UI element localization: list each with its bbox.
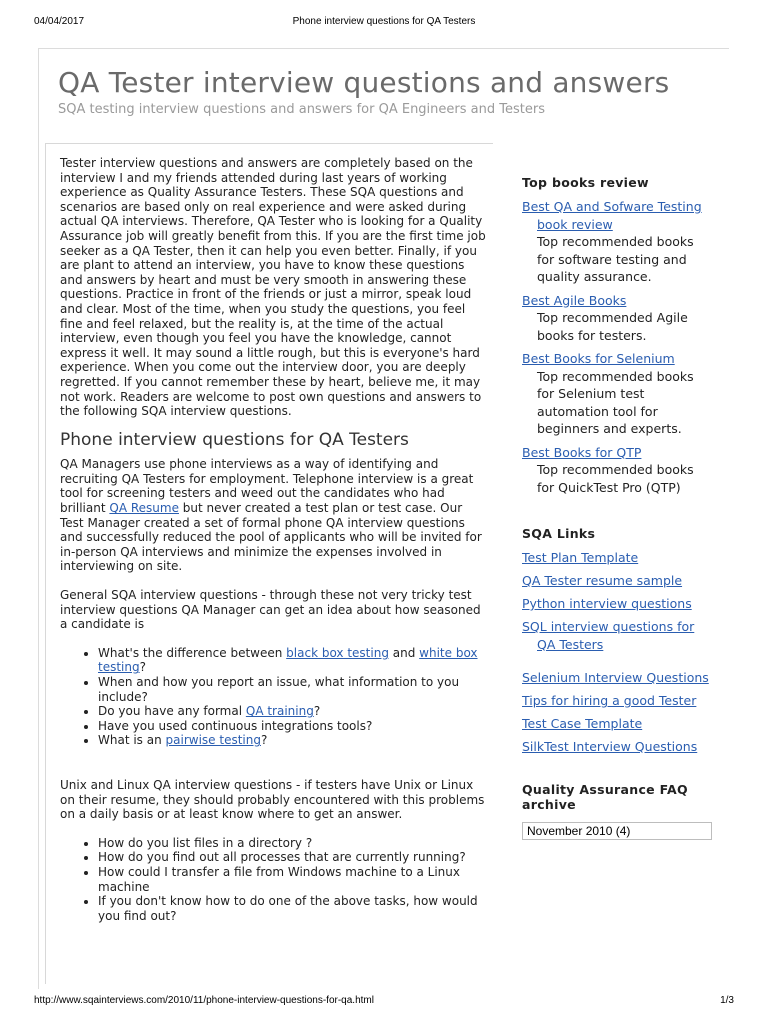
- list-item-text: What's the difference between: [98, 645, 287, 660]
- list-item: [522, 618, 712, 653]
- book-description: Top recommended books for Selenium test automation tool for beginners and experts.: [537, 368, 694, 436]
- books-widget: [522, 175, 712, 496]
- list-item: [522, 198, 712, 286]
- list-item: • When and how you report an issue, what information to you include?: [98, 675, 488, 704]
- paragraph-text: QA Managers use phone interviews as a way of identifying and recruiting QA Testers for employment. Telephone interview is a great tool for screening testers and weed out the candidates who had brilliant: [60, 457, 474, 516]
- site-description: SQA testing interview questions and answers for QA Engineers and Testers: [58, 102, 545, 117]
- main-column: [45, 143, 493, 984]
- general-questions-list: [60, 646, 488, 748]
- link-python-interview[interactable]: Python interview questions: [522, 596, 692, 611]
- list-item: [522, 549, 712, 567]
- print-footer: [34, 995, 734, 1009]
- archive-dropdown[interactable]: November 2010 (4): [522, 822, 712, 840]
- list-item: [98, 733, 488, 748]
- list-item: [522, 715, 712, 733]
- list-item: [522, 669, 712, 687]
- list-item-text: ?: [260, 733, 268, 748]
- paragraph-general-questions: General SQA interview questions - through these not very tricky test interview questions QA Manager can get an idea about how seasoned a candidate is: [60, 588, 481, 632]
- book-list: [522, 198, 712, 496]
- list-item: • How could I transfer a file from Windows machine to a Linux machine: [98, 865, 488, 894]
- print-page-number: 1/3: [720, 995, 734, 1006]
- post-title: Phone interview questions for QA Testers: [60, 429, 409, 450]
- book-link-qtp[interactable]: Best Books for QTP: [522, 444, 642, 460]
- list-item: [522, 595, 712, 613]
- sqa-links-title: SQA Links: [522, 526, 596, 541]
- print-date: 04/04/2017: [34, 16, 85, 27]
- print-page-title: Phone interview questions for QA Testers: [292, 16, 476, 27]
- archive-title: Quality Assurance FAQ archive: [522, 781, 688, 812]
- print-header: [34, 16, 734, 30]
- link-sql-interview[interactable]: SQL interview questions for QA Testers: [522, 619, 695, 652]
- list-item-text: ?: [139, 660, 146, 675]
- site-title[interactable]: QA Tester interview questions and answers: [58, 66, 670, 99]
- book-link-selenium[interactable]: Best Books for Selenium: [522, 351, 675, 366]
- unix-questions-list: [60, 836, 488, 924]
- list-item-text: and: [388, 645, 420, 660]
- list-item: [522, 692, 712, 710]
- pairwise-testing-link[interactable]: pairwise testing: [165, 733, 261, 748]
- black-box-testing-link[interactable]: black box testing: [286, 645, 389, 660]
- list-item: • If you don't know how to do one of the above tasks, how would you find out?: [98, 894, 488, 923]
- white-box-testing-link[interactable]: white box testing: [98, 645, 478, 675]
- list-item: [522, 572, 712, 590]
- list-item: [98, 704, 488, 719]
- qa-training-link[interactable]: QA training: [245, 704, 314, 719]
- post-body: [60, 156, 488, 937]
- book-link-qa-testing[interactable]: Best QA and Sofware Testing book review: [522, 199, 702, 232]
- list-item: [522, 444, 712, 497]
- link-test-case-template[interactable]: Test Case Template: [522, 716, 643, 731]
- list-item: • How do you find out all processes that are currently running?: [98, 850, 488, 865]
- book-description: Top recommended Agile books for testers.: [537, 310, 688, 343]
- link-test-plan-template[interactable]: Test Plan Template: [522, 550, 639, 565]
- link-qa-tester-resume[interactable]: QA Tester resume sample: [522, 573, 683, 588]
- link-hiring-tester[interactable]: Tips for hiring a good Tester: [522, 693, 697, 708]
- list-item: [522, 738, 712, 756]
- archive-widget: [522, 782, 712, 840]
- list-item-text: Do you have any formal: [98, 704, 246, 719]
- book-description: Top recommended books for software testing and quality assurance.: [537, 234, 694, 284]
- paragraph-text: but never created a test plan or test case. Our Test Manager created a set of formal phone QA interview questions and successfully reduced the pool of applicants who will be invited for in-person QA interviews and minimize the expenses involved in interviewing on site.: [60, 501, 482, 574]
- list-item: • Have you used continuous integrations tools?: [98, 719, 488, 734]
- sqa-links-list: [522, 549, 712, 756]
- list-item-text: What is an: [98, 733, 166, 748]
- book-description: Top recommended books for QuickTest Pro (QTP): [537, 462, 694, 495]
- link-silktest-interview[interactable]: SilkTest Interview Questions: [522, 739, 698, 754]
- spacer: [60, 762, 488, 778]
- list-item: • How do you list files in a directory ?: [98, 836, 488, 851]
- book-link-agile[interactable]: Best Agile Books: [522, 292, 627, 308]
- sidebar: [522, 175, 712, 840]
- books-widget-title: Top books review: [522, 175, 649, 190]
- qa-resume-link[interactable]: QA Resume: [109, 501, 179, 516]
- list-item-text: ?: [313, 704, 321, 719]
- list-item: [522, 292, 712, 345]
- paragraph-unix-questions: Unix and Linux QA interview questions - if testers have Unix or Linux on their resume, they should probably encountered with this problems on a daily basis or at least know where to get an answer.: [60, 777, 485, 822]
- list-item: [522, 350, 712, 438]
- list-item: [98, 646, 488, 675]
- print-url: http://www.sqainterviews.com/2010/11/phone-interview-questions-for-qa.html: [34, 995, 374, 1006]
- link-selenium-interview[interactable]: Selenium Interview Questions: [522, 670, 709, 685]
- paragraph-phone-interviews: [60, 457, 488, 574]
- intro-paragraph: Tester interview questions and answers are completely based on the interview I and my friends attended during last years of working experience as Quality Assurance Testers. These SQA questions and scenarios are based only on real experience and were asked during actual QA interviews. Therefore, QA Tester who is looking for a Quality Assurance job will greatly benefit from this. If you are the first time job seeker as a QA Tester, then it can help you even better. Finally, if you are plant to attend an interview, you have to know these questions and answers by heart and must be very smooth in answering these questions. Practice in front of the friends or just a mirror, speak loud and clear. Most of the time, when you study the questions, you feel fine and feel relaxed, but the reality is, at the time of the actual interview, even though you feel you have the knowledge, cannot express it well. It may sound a little rough, but this is everyone's hard experience. When you come out the interview door, you are deeply regretted. If you cannot remember these by heart, believe me, it may not work. Readers are welcome to post own questions and answers to the following SQA interview questions.: [60, 156, 486, 419]
- sqa-links-widget: [522, 526, 712, 756]
